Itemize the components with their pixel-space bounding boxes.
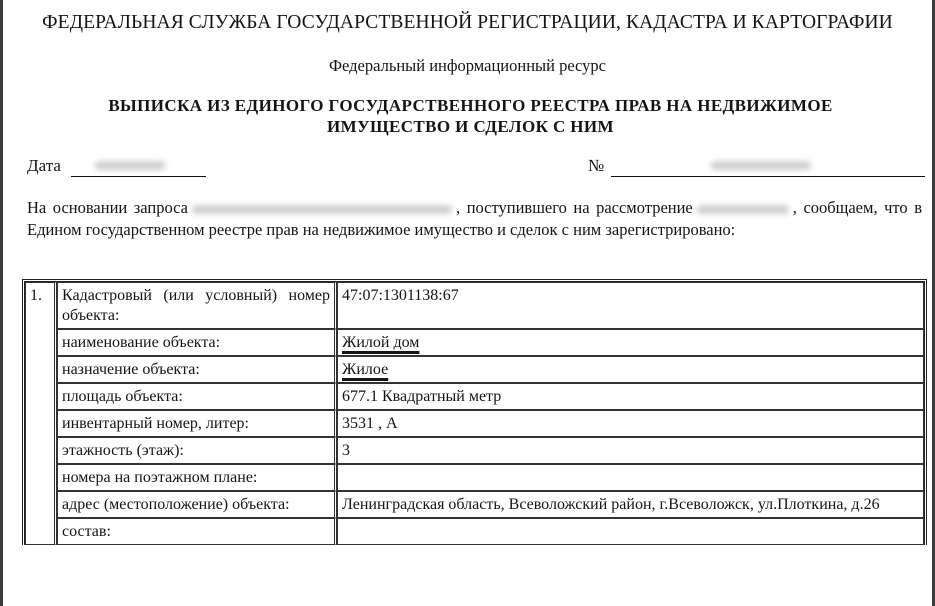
redacted-number — [711, 161, 811, 170]
table-row — [25, 518, 924, 545]
agency-heading: ФЕДЕРАЛЬНАЯ СЛУЖБА ГОСУДАРСТВЕННОЙ РЕГИСТРАЦИИ, КАДАСТРА И КАРТОГРАФИИ — [42, 12, 893, 33]
intro-text-2: , поступившего на рассмотрение — [456, 198, 693, 217]
row-value-purpose-cell — [337, 356, 924, 383]
table-row — [25, 329, 924, 356]
document-title — [43, 95, 898, 137]
row-label-area: площадь объекта: — [57, 383, 337, 410]
redacted-date — [95, 161, 165, 170]
row-value-area: 677.1 Квадратный метр — [337, 383, 924, 410]
table-row — [25, 410, 924, 437]
row-label-address: адрес (местоположение) объекта: — [57, 491, 337, 518]
row-label-name: наименование объекта: — [57, 329, 337, 356]
date-field-line — [71, 176, 206, 177]
row-label-purpose: назначение объекта: — [57, 356, 337, 383]
row-label-composition: состав: — [57, 518, 337, 545]
row-value-address: Ленинградская область, Всеволожский район, г.Всеволожск, ул.Плоткина, д.26 — [337, 491, 924, 518]
date-label: Дата — [27, 156, 61, 175]
intro-text-4: сообщаем, что в Едином государственном реестре прав на недвижимое имущество и сделок с ним зарегистрировано: — [27, 198, 923, 239]
document-title-line2: ИМУЩЕСТВО И СДЕЛОК С НИМ — [327, 117, 614, 136]
row-label-floor-plan: номера на поэтажном плане: — [57, 464, 337, 491]
document-title-line1: ВЫПИСКА ИЗ ЕДИНОГО ГОСУДАРСТВЕННОГО РЕЕСТРА ПРАВ НА НЕДВИЖИМОЕ — [108, 96, 833, 115]
row-value-inventory: 3531 , А — [337, 410, 924, 437]
intro-text-1: На основании запроса — [27, 198, 189, 217]
table-row — [25, 437, 924, 464]
row-label-inventory: инвентарный номер, литер: — [57, 410, 337, 437]
row-value-floor-plan — [337, 464, 924, 491]
row-value-name-cell — [337, 329, 924, 356]
number-field-line — [611, 176, 925, 177]
row-label-cadastral: Кадастровый (или условный) номер объекта: — [57, 282, 337, 329]
table-row — [25, 491, 924, 518]
table-row — [25, 356, 924, 383]
intro-text-3: , — [792, 198, 797, 217]
row-value-floors: 3 — [337, 437, 924, 464]
table-row — [25, 464, 924, 491]
number-label: № — [588, 156, 605, 175]
redacted-received-date — [697, 205, 789, 214]
redacted-request — [192, 205, 452, 214]
registry-table — [22, 279, 927, 545]
row-value-name: Жилой дом — [342, 334, 420, 351]
row-label-floors: этажность (этаж): — [57, 437, 337, 464]
row-value-purpose: Жилое — [342, 361, 389, 378]
intro-paragraph — [27, 197, 922, 241]
table-row — [25, 282, 924, 329]
row-value-cadastral: 47:07:1301138:67 — [337, 282, 924, 329]
resource-subheading: Федеральный информационный ресурс — [329, 56, 606, 75]
table-row — [25, 383, 924, 410]
item-number: 1. — [25, 282, 57, 545]
row-value-composition — [337, 518, 924, 545]
